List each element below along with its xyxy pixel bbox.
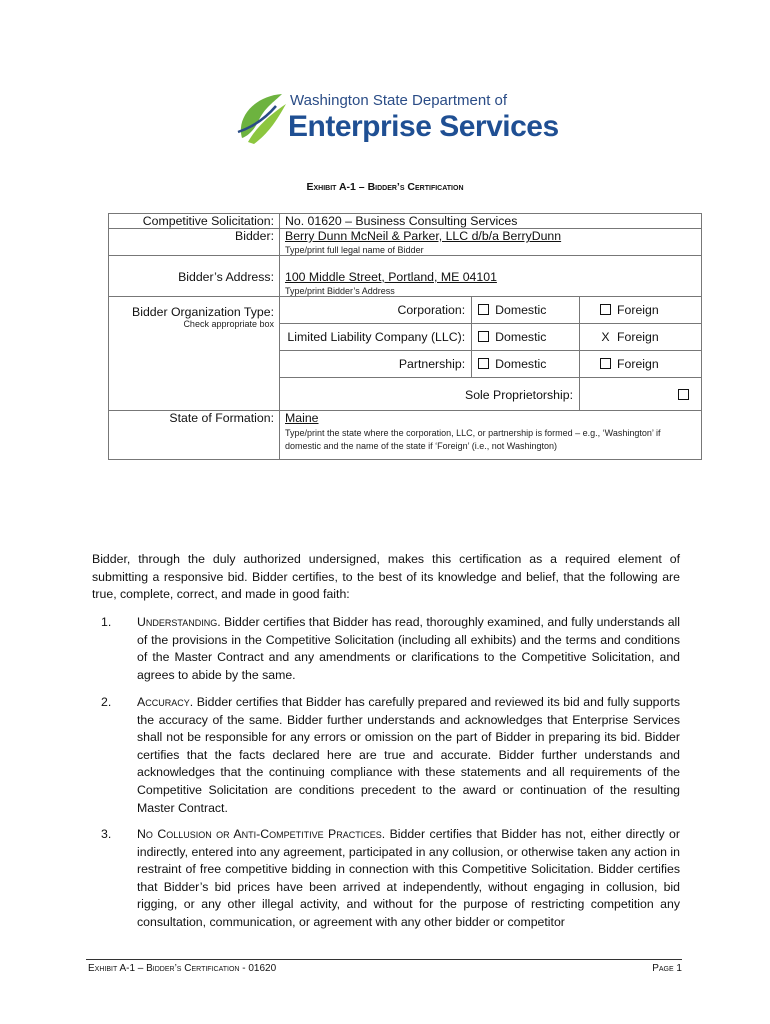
llc-domestic-checkbox[interactable] bbox=[478, 331, 489, 342]
item-heading: Understanding. bbox=[137, 615, 221, 629]
partnership-foreign-checkbox[interactable] bbox=[600, 358, 611, 369]
org-row-corporation bbox=[280, 297, 701, 324]
item-number: 3. bbox=[101, 827, 112, 841]
llc-foreign-label: Foreign bbox=[617, 330, 659, 344]
address-hint: Type/print Bidder’s Address bbox=[285, 286, 395, 296]
address-field[interactable]: 100 Middle Street, Portland, ME 04101 bbox=[285, 270, 497, 284]
certification-item-3 bbox=[92, 826, 680, 932]
org-type-grid bbox=[280, 297, 701, 410]
state-label: State of Formation: bbox=[109, 411, 280, 460]
state-row bbox=[109, 411, 702, 460]
org-row-llc bbox=[280, 324, 701, 351]
logo-line1: Washington State Department of bbox=[290, 92, 508, 109]
bidder-label: Bidder: bbox=[109, 229, 280, 256]
solicitation-label: Competitive Solicitation: bbox=[109, 214, 280, 229]
logo-line2: Enterprise Services bbox=[288, 110, 559, 143]
llc-foreign-checkbox-checked[interactable]: X bbox=[601, 330, 610, 344]
item-text: Bidder certifies that Bidder has carefully prepared and reviewed its bid and fully supports the accuracy of the same. Bidder further understands and acknowledges that Enterprise Services shall not be responsible for any errors or omission on the part of Bidder in preparing its bid. Bidder certifies that the facts declared here are true and accurate. Bidder further understands and acknowledges that the continuing compliance with these statements and all requirements of the Competitive Solicitation are conditions precedent to the award or continuation of the resulting Master Contract. bbox=[137, 695, 680, 815]
partnership-foreign-label: Foreign bbox=[617, 357, 659, 371]
bidder-row bbox=[109, 229, 702, 256]
llc-domestic-label: Domestic bbox=[495, 330, 547, 344]
intro-paragraph: Bidder, through the duly authorized undersigned, makes this certification as a required element of submitting a responsive bid. Bidder certifies, to the best of its knowledge and belief, that the following are true, complete, correct, and made in good faith: bbox=[92, 552, 680, 602]
footer-document-title: Exhibit A-1 – Bidder’s Certification - 01620 bbox=[88, 963, 277, 974]
exhibit-title: Exhibit A-1 – Bidder’s Certification bbox=[306, 181, 464, 193]
org-row-sole bbox=[280, 378, 701, 411]
agency-logo bbox=[234, 88, 559, 150]
corporation-domestic-checkbox[interactable] bbox=[478, 304, 489, 315]
partnership-domestic-checkbox[interactable] bbox=[478, 358, 489, 369]
partnership-domestic-label: Domestic bbox=[495, 357, 547, 371]
corporation-foreign-label: Foreign bbox=[617, 303, 659, 317]
bidder-name-field[interactable]: Berry Dunn McNeil & Parker, LLC d/b/a BerryDunn bbox=[285, 229, 562, 243]
org-type-corporation: Corporation: bbox=[280, 297, 472, 324]
solicitation-value: No. 01620 – Business Consulting Services bbox=[280, 214, 702, 229]
item-number: 2. bbox=[101, 695, 112, 709]
item-heading: No Collusion or Anti-Competitive Practices. bbox=[137, 827, 386, 841]
address-row bbox=[109, 256, 702, 297]
bidder-info-table bbox=[108, 213, 702, 460]
certification-item-2 bbox=[92, 694, 680, 817]
org-type-hint: Check appropriate box bbox=[183, 319, 274, 329]
corporation-domestic-label: Domestic bbox=[495, 303, 547, 317]
address-label: Bidder’s Address: bbox=[109, 256, 280, 297]
footer-page-number: Page 1 bbox=[652, 963, 682, 974]
item-heading: Accuracy. bbox=[137, 695, 194, 709]
solicitation-row bbox=[109, 214, 702, 229]
bidder-hint: Type/print full legal name of Bidder bbox=[285, 245, 424, 255]
org-type-label: Bidder Organization Type: bbox=[132, 305, 274, 319]
org-type-partnership: Partnership: bbox=[280, 351, 472, 378]
item-text: Bidder certifies that Bidder has read, thoroughly examined, and fully understands all of the provisions in the Competitive Solicitation (including all exhibits) and the terms and conditions of the Master Contract and any amendments or clarifications to the Competitive Solicitation, and agrees to abide by the same. bbox=[137, 615, 680, 682]
org-type-llc: Limited Liability Company (LLC): bbox=[280, 324, 472, 351]
state-field[interactable]: Maine bbox=[285, 411, 319, 425]
org-type-sole: Sole Proprietorship: bbox=[280, 378, 580, 411]
certification-item-1 bbox=[92, 614, 680, 684]
sole-checkbox[interactable] bbox=[678, 389, 689, 400]
org-row-partnership bbox=[280, 351, 701, 378]
leaf-swoosh-icon bbox=[234, 88, 290, 150]
corporation-foreign-checkbox[interactable] bbox=[600, 304, 611, 315]
item-number: 1. bbox=[101, 615, 112, 629]
footer-divider bbox=[86, 959, 682, 960]
state-hint: Type/print the state where the corporation, LLC, or partnership is formed – e.g., ‘Washington’ if domestic and the name of the state if ‘Foreign’ (i.e., not Washington) bbox=[285, 428, 661, 451]
item-text: Bidder certifies that Bidder has not, either directly or indirectly, entered into any agreement, participated in any collusion, or otherwise taken any action in restraint of free competitive bidding in connection with this Competitive Solicitation. Bidder certifies that Bidder’s bid prices have been arrived at independently, without engaging in collusion, bid rigging, or any other illegal activity, and without for the purpose of restricting competition any consultation, communication, or agreement with any other bidder or competitor bbox=[137, 827, 680, 929]
org-type-row bbox=[109, 297, 702, 411]
